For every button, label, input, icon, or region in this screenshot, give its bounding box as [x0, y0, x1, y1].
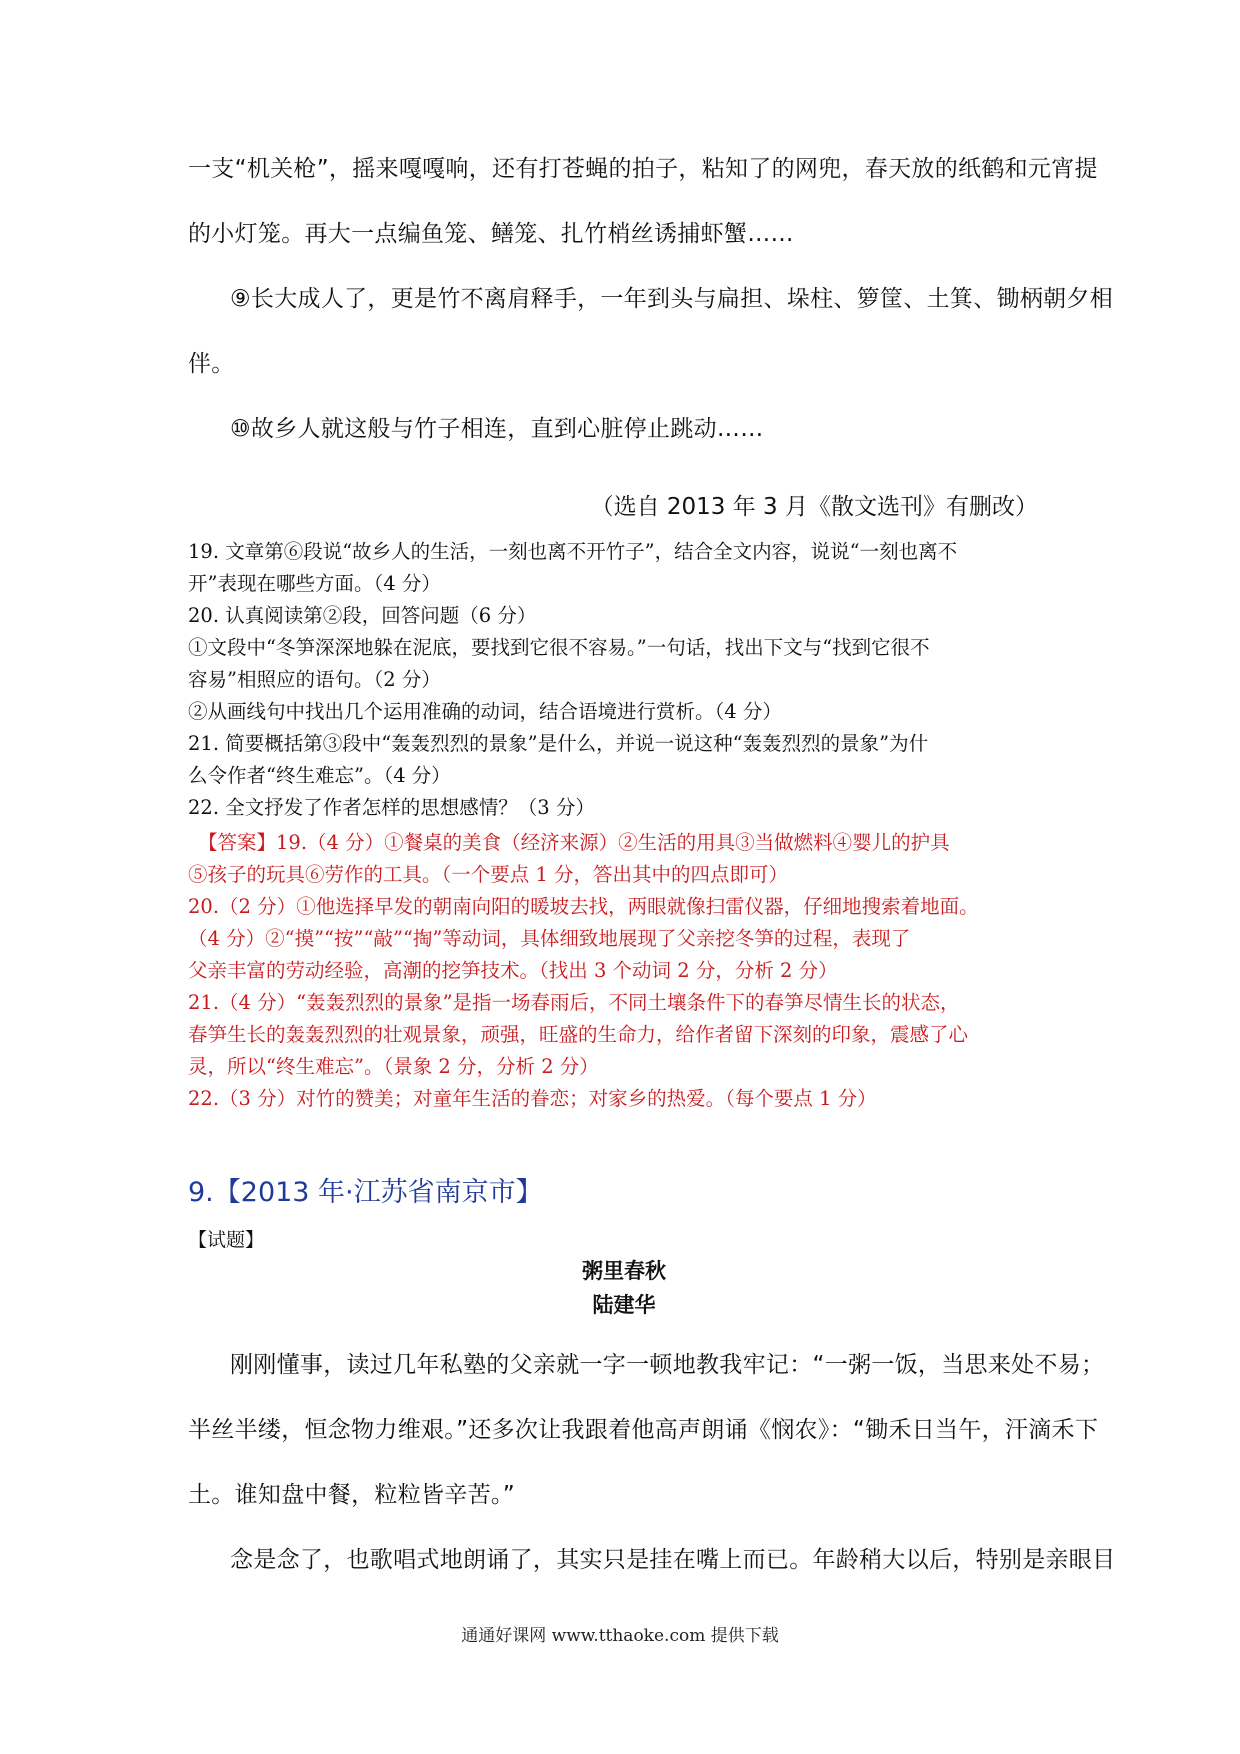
question-line: 20. 认真阅读第②段，回答问题（6 分） — [188, 604, 537, 627]
paragraph-10: ⑩故乡人就这般与竹子相连，直到心脏停止跳动…… — [230, 416, 764, 442]
question-line: 容易”相照应的语句。（2 分） — [188, 668, 441, 691]
passage-line: 刚刚懂事，读过几年私塾的父亲就一字一顿地教我牢记：“一粥一饭，当思来处不易； — [230, 1352, 1105, 1378]
question-line: ②从画线句中找出几个运用准确的动词，结合语境进行赏析。（4 分） — [188, 700, 782, 723]
answer-line: 春笋生长的轰轰烈烈的壮观景象，顽强，旺盛的生命力，给作者留下深刻的印象，震感了心 — [188, 1023, 969, 1046]
page-footer: 通通好课网 www.tthaoke.com 提供下载 — [461, 1626, 779, 1646]
answer-line: 21.（4 分）“轰轰烈烈的景象”是指一场春雨后，不同土壤条件下的春笋尽情生长的状态， — [188, 991, 960, 1014]
passage-line: 半丝半缕，恒念物力维艰。”还多次让我跟着他高声朗诵《悯农》：“锄禾日当午，汗滴禾下 — [188, 1417, 1099, 1443]
answer-line: （4 分）②“摸”“按”“敲”“掏”等动词，具体细致地展现了父亲挖冬笋的过程，表现了 — [188, 927, 911, 950]
passage-line: 伴。 — [188, 351, 235, 377]
answer-line: 20.（2 分）①他选择早发的朝南向阳的暖坡去找，两眼就像扫雷仪器，仔细地搜索着地面。 — [188, 895, 979, 918]
question-line: 么令作者“终生难忘”。（4 分） — [188, 764, 451, 787]
answer-line: 22.（3 分）对竹的赞美；对童年生活的眷恋；对家乡的热爱。（每个要点 1 分） — [188, 1087, 877, 1110]
article-title: 粥里春秋 — [582, 1259, 666, 1283]
question-line: 19. 文章第⑥段说“故乡人的生活，一刻也离不开竹子”，结合全文内容，说说“一刻也离不 — [188, 540, 958, 563]
answer-line: 【答案】19.（4 分）①餐桌的美食（经济来源）②生活的用具③当做燃料④婴儿的护具 — [198, 831, 950, 854]
question-line: 21. 简要概括第③段中“轰轰烈烈的景象”是什么，并说一说这种“轰轰烈烈的景象”为什 — [188, 732, 929, 755]
article-author: 陆建华 — [592, 1293, 656, 1317]
question-line: 22. 全文抒发了作者怎样的思想感情？（3 分） — [188, 796, 595, 819]
passage-line: 念是念了，也歌唱式地朗诵了，其实只是挂在嘴上而已。年龄稍大以后，特别是亲眼目 — [230, 1547, 1116, 1573]
paragraph-9: ⑨长大成人了，更是竹不离肩释手，一年到头与扁担、垛柱、箩筐、土箕、锄柄朝夕相 — [230, 286, 1114, 312]
answer-line: ⑤孩子的玩具⑥劳作的工具。（一个要点 1 分，答出其中的四点即可） — [188, 863, 789, 886]
answer-line: 灵，所以“终生难忘”。（景象 2 分，分析 2 分） — [188, 1055, 599, 1078]
question-line: ①文段中“冬笋深深地躲在泥底，要找到它很不容易。”一句话，找出下文与“找到它很不 — [188, 636, 930, 659]
question-label: 【试题】 — [188, 1229, 265, 1251]
document-page — [188, 0, 1116, 1754]
passage-line: 的小灯笼。再大一点编鱼笼、鳝笼、扎竹梢丝诱捕虾蟹…… — [188, 221, 794, 247]
passage-line: 土。谁知盘中餐，粒粒皆辛苦。” — [188, 1482, 515, 1508]
section-heading: 9.【2013 年·江苏省南京市】 — [188, 1177, 543, 1208]
question-line: 开”表现在哪些方面。（4 分） — [188, 572, 441, 595]
answer-line: 父亲丰富的劳动经验，高潮的挖笋技术。（找出 3 个动词 2 分，分析 2 分） — [188, 959, 838, 982]
source-citation: （选自 2013 年 3 月《散文选刊》有删改） — [590, 494, 1038, 520]
passage-line: 一支“机关枪”，摇来嘎嘎响，还有打苍蝇的拍子，粘知了的网兜，春天放的纸鹤和元宵提 — [188, 156, 1098, 182]
